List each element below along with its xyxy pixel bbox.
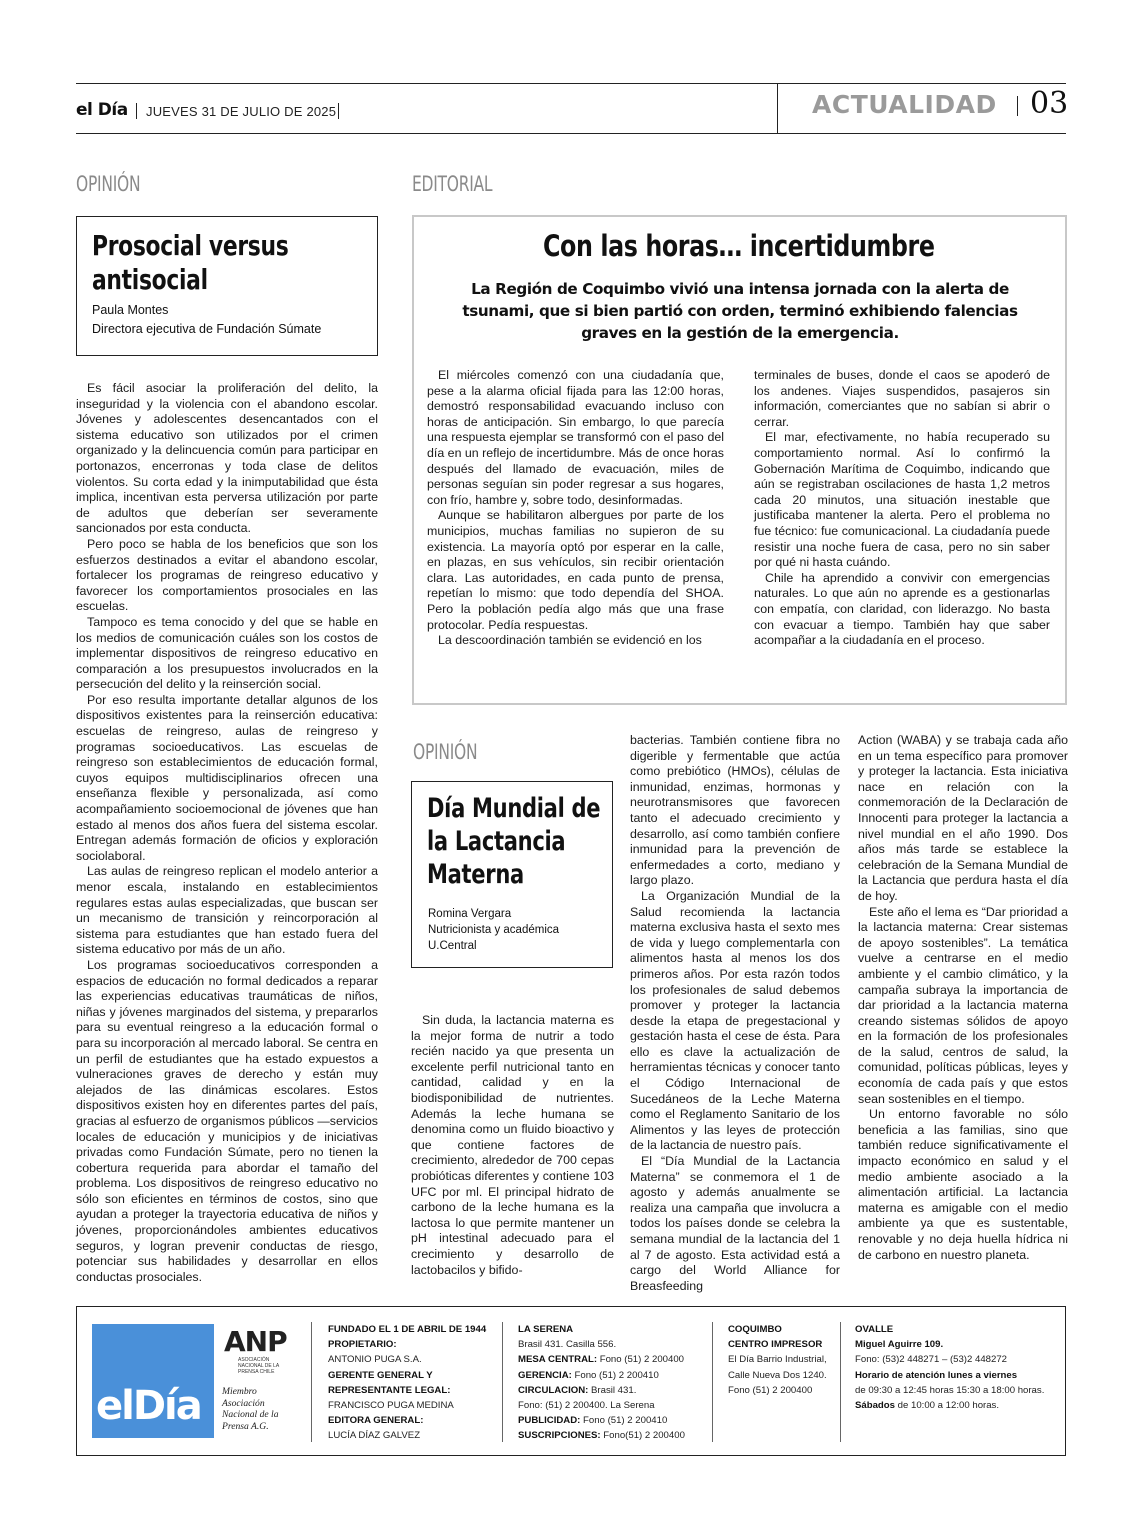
section-title: ACTUALIDAD xyxy=(812,90,997,119)
paragraph: El “Día Mundial de la Lactancia Materna” se conmemora el 1 de agosto y además anualmente se realiza una campaña que involucra a todos los países donde se celebra la semana mundial de la lactancia del 1 al 7 de agosto. Esta actividad está a cargo del World Alliance for Breasfeeding xyxy=(630,1154,840,1293)
footer-divider xyxy=(311,1322,312,1442)
paragraph: Chile ha aprendido a convivir con emergencias naturales. Lo que aún no aprende es a gestionarlas con empatía, con claridad, con liderazgo. No basta con evacuar a tiempo. También hay que saber acompañar a la ciudadanía en el proceso. xyxy=(754,570,1050,648)
serena-address: Brasil 431. Casilla 556. xyxy=(518,1339,617,1351)
page-number: 03 xyxy=(1030,86,1069,121)
footer-credits xyxy=(328,1322,503,1444)
opinion-byline xyxy=(428,906,608,954)
coquimbo-title: COQUIMBO xyxy=(728,1324,782,1335)
editorial-kicker: EDITORIAL xyxy=(412,172,493,196)
coquimbo-line: Fono (51) 2 200400 xyxy=(728,1384,813,1396)
circulacion-phone: Fono: (51) 2 200400. La Serena xyxy=(518,1400,655,1412)
paragraph: Los programas socioeducativos corresponden a espacios de educación no formal dedicados a reparar las experiencias educativas traumáticas de niños, niñas y jóvenes marginados del sistema, y prepararlos para su eventual reingreso a la educación formal o para su incorporación al mercado laboral. Se centra en un perfil de estudiantes que ha estado expuestos a vulneraciones graves de derecho y están muy alejados de las dinámicas escolares. Estos dispositivos existen hoy en diferentes partes del país, gracias al esfuerzo de organismos públicos —servicios locales de educación y municipios y de iniciativas privadas como Fundación Súmate, pero no tienen la cobertura requerida para abordar el tamaño del problema. Los dispositivos de reingreso educativo no sólo son eficientes en términos de costos, sino que ayudan a proteger la trayectoria educativa de niños y jóvenes, proporcionándoles ambientes educativos seguros, y logran prevenir conductas de riesgo, potenciar sus habilidades y desarrollar en ellos conductas prosociales. xyxy=(76,957,378,1284)
opinion-article-body xyxy=(76,381,378,1285)
ovalle-phone: Fono: (53)2 448271 – (53)2 448272 xyxy=(855,1354,1008,1366)
paragraph: Las aulas de reingreso replican el modelo anterior a menor escala, instalando en establecimientos regulares estas aulas especializadas, que buscan ser un mecanismo de transición y reincorporación al sistema para estudiantes que han estado fuera del sistema educativo por más de un año. xyxy=(76,864,378,957)
editorial-lead: La Región de Coquimbo vivió una intensa jornada con la alerta de tsunami, que si bien partió con orden, terminó exhibiendo falencias graves en la gestión de la emergencia. xyxy=(462,280,1018,342)
author-name: Romina Vergara xyxy=(428,908,512,920)
paragraph: La Organización Mundial de la Salud recomienda la lactancia materna exclusiva hasta el sexto mes de vida y luego complementarla con alimentos hasta al menos los dos primeros años. Por esta razón todos los profesionales de salud debemos promover y proteger la lactancia desde la etapa de pregestacional y gestación hasta el cese de ésta. Para ello es clave la actualización de herramientas técnicas y conocer tanto el Código Internacional de Sucedáneos de la Leche Materna como el Reglamento Sanitario de los Alimentos y las leyes de protección de la lactancia de nuestro país. xyxy=(630,888,840,1153)
opinion-column-2 xyxy=(630,733,840,1294)
paragraph: Aunque se habilitaron albergues por parte de los municipios, muchas familias no supieron de su existencia. La mayoría optó por esperar en la calle, en plazas, en sus vehículos, sin recibir orientación clara. Las autoridades, en cada punto de prensa, repetían lo mismo: que todo dependía del SHOA. Pero la población pedía algo más que una frase protocolar. Pedía respuestas. xyxy=(427,508,724,632)
anp-subtitle: ASOCIACIÓN NACIONAL DE LA PRENSA CHILE xyxy=(238,1357,279,1375)
paragraph: El miércoles comenzó con una ciudadanía que, pese a la alarma oficial fijada para las 12:00 horas, demostró responsabilidad evacuando incluso con horas de anticipación. Sin embargo, lo que parecía una respuesta ejemplar se transformó con el paso del día en un reflejo de incertidumbre. Más de once horas después del llamado de evacuación, miles de personas seguían sin poder regresar a sus hogares, con frío, hambre y, sobre todo, desinformadas. xyxy=(427,368,724,507)
editor: LUCÍA DÍAZ GALVEZ xyxy=(328,1430,421,1442)
ovalle-hours: de 09:30 a 12:45 horas 15:30 a 18:00 horas. xyxy=(855,1384,1045,1396)
suscripciones-phone: Fono(51) 2 200400 xyxy=(603,1430,685,1442)
manager-label: GERENTE GENERAL Y REPRESENTANTE LEGAL: xyxy=(328,1369,451,1396)
opinion-column-1 xyxy=(411,1013,614,1278)
paragraph: Pero poco se habla de los beneficios que son los esfuerzos destinados a evitar el abandono escolar, fortalecer los programas de reingreso educativo y favorecer los comportamientos prosociales en las escuelas. xyxy=(76,536,378,614)
publicidad-phone: Fono (51) 2 200410 xyxy=(583,1415,668,1427)
coquimbo-subtitle: CENTRO IMPRESOR xyxy=(728,1339,823,1351)
paragraph: La descoordinación también se evidenció en los xyxy=(438,633,702,648)
publicidad-label: PUBLICIDAD: xyxy=(518,1415,581,1427)
paragraph: Es fácil asociar la proliferación del delito, la inseguridad y la violencia con el abandono escolar. Jóvenes y adolescentes desencantados con el sistema educativo son utilizados por el crimen organizado y la delincuencia común para participar en portonazos, encerronas y toda clase de delitos violentos. Su corta edad y la inimputabilidad que ésta implica, incentivan esta perversa utilización por parte de adultos que deberían ser severamente sancionados por esta conducta. xyxy=(76,381,378,536)
anp-member-note: Miembro Asociación Nacional de la Prensa A.G. xyxy=(222,1386,279,1432)
ovalle-saturday-hours: de 10:00 a 12:00 horas. xyxy=(897,1400,1000,1412)
header-date: JUEVES 31 DE JULIO DE 2025 xyxy=(146,104,337,119)
ovalle-address: Miguel Aguirre 109. xyxy=(855,1339,944,1351)
editorial-column-2 xyxy=(754,368,1050,649)
footer-la-serena xyxy=(518,1322,708,1444)
central-phone: Fono (51) 2 200400 xyxy=(599,1354,685,1366)
footer-divider xyxy=(502,1322,503,1442)
manager: FRANCISCO PUGA MEDINA xyxy=(328,1400,454,1412)
footer-ovalle xyxy=(855,1322,1060,1413)
founded: FUNDADO EL 1 DE ABRIL DE 1944 xyxy=(328,1324,487,1335)
footer-divider xyxy=(840,1322,841,1442)
gerencia-phone: Fono (51) 2 200410 xyxy=(574,1369,659,1381)
opinion-kicker: OPINIÓN xyxy=(76,172,141,196)
editorial-title-wrap xyxy=(414,229,1064,263)
header-logo: el Día xyxy=(76,100,128,120)
suscripciones-label: SUSCRIPCIONES: xyxy=(518,1430,601,1442)
author-role: Directora ejecutiva de Fundación Súmate xyxy=(92,322,322,336)
gerencia-label: GERENCIA: xyxy=(518,1369,572,1381)
paragraph: Este año el lema es “Dar prioridad a la lactancia materna: Crear sistemas de apoyo sostenibles”. La temática vuelve a centrarse en el medio ambiente y el cambio climático, y la campaña subraya la importancia de dar prioridad a la lactancia materna creando sistemas sólidos de apoyo en la formación de los profesionales de la salud, centros de salud, la comunidad, políticas públicas, leyes y economía de cada país y que estos sean sostenibles en el tiempo. xyxy=(858,904,1068,1106)
header-divider xyxy=(136,103,137,119)
header-section-divider xyxy=(777,83,778,134)
paragraph: El mar, efectivamente, no había recuperado su comportamiento normal. Así lo confirmó la Gobernación Marítima de Coquimbo, indicando que aún se registraban oscilaciones de hasta 1,2 metros cada 20 minutos, una situación inestable que justificaba mantener la alerta. Pero el problema no fue técnico: fue comunicacional. La ciudadanía puede resistir una noche fuera de casa, pero no sin saber por qué ni hasta cuándo. xyxy=(754,430,1050,570)
serena-title: LA SERENA xyxy=(518,1324,574,1335)
editorial-title: Con las horas… incertidumbre xyxy=(543,229,935,263)
newspaper-logo xyxy=(92,1324,214,1438)
paragraph: Tampoco es tema conocido y del que se hable en los medios de comunicación cuáles son los costos de implementar dispositivos de reingreso educativo en comparación a los presupuestos involucrados en la persecución del delito y la reinserción social. xyxy=(76,614,378,692)
opinion-column-3 xyxy=(858,733,1068,1263)
header-divider xyxy=(1017,96,1018,116)
owner: ANTONIO PUGA S.A. xyxy=(328,1354,422,1366)
footer-coquimbo xyxy=(728,1322,840,1398)
editor-label: EDITORA GENERAL: xyxy=(328,1415,424,1427)
paragraph: Action (WABA) y se trabaja cada año en un tema específico para promover y proteger la lactancia. Esta iniciativa nace en relación con la conmemoración de la Declaración de Innocenti para proteger la lactancia a nivel mundial en el año 1990. Dos años más tarde se establece la celebración de la Semana Mundial de la Lactancia que perdura hasta el día de hoy. xyxy=(858,733,1068,903)
central-label: MESA CENTRAL: xyxy=(518,1354,598,1366)
coquimbo-line: El Día Barrio Industrial, xyxy=(728,1354,827,1366)
paragraph: Por eso resulta importante detallar algunos de los dispositivos existentes para la reinserción educativa: escuelas de reingreso, aulas de reingreso y programas socioeducativos. Las escuelas de reingreso son establecimientos de educación formal, cuyos equipos multidisciplinarios ofrecen una enseñanza flexible y personalizada, así como acompañamiento socioemocional de jóvenes que han estado al menos dos años fuera del sistema escolar. Entregan además formación de oficios y exploración sociolaboral. xyxy=(76,692,378,863)
author-role: Nutricionista y académica U.Central xyxy=(428,924,560,952)
footer-divider xyxy=(712,1322,713,1442)
paragraph: terminales de buses, donde el caos se apoderó de los andenes. Viajes suspendidos, pasajeros sin información, comerciantes que no sabían si abrir o cerrar. xyxy=(754,368,1050,429)
opinion-title: Día Mundial de la Lactancia Materna xyxy=(427,793,601,890)
ovalle-saturday-label: Sábados xyxy=(855,1400,895,1412)
paragraph: bacterias. También contiene fibra no digerible y fermentable que actúa como prebiótico (HMOs), células de inmunidad, enzimas, hormonas y neurotransmisores que favorecen tanto el adecuado crecimiento y desarrollo, así como también confiere inmunidad para la prevención de enfermedades a corto, mediano y largo plazo. xyxy=(630,733,840,888)
header-bottom-rule xyxy=(76,133,1066,134)
ovalle-title: OVALLE xyxy=(855,1324,894,1335)
owner-label: PROPIETARIO: xyxy=(328,1339,397,1351)
logo-text: elDía xyxy=(96,1383,201,1429)
coquimbo-line: Calle Nueva Dos 1240. xyxy=(728,1369,827,1381)
ovalle-hours-label: Horario de atención lunes a viernes xyxy=(855,1369,1018,1381)
opinion-kicker: OPINIÓN xyxy=(413,740,478,764)
header-top-rule xyxy=(76,83,1066,84)
opinion-title: Prosocial versus antisocial xyxy=(92,229,289,296)
circulacion-address: Brasil 431. xyxy=(591,1384,637,1396)
paragraph: Sin duda, la lactancia materna es la mejor forma de nutrir a todo recién nacido ya que presenta un excelente perfil nutricional tanto en cantidad, calidad y en la biodisponibilidad de nutrientes. Además la leche humana se denomina como un fluido bioactivo y que contiene factores de crecimiento, alrededor de 700 cepas probióticas diferentes y contiene 103 UFC por ml. El principal hidrato de carbono de la leche humana es la lactosa lo que permite mantener un pH intestinal adecuado para el crecimiento y desarrollo de lactobacilos y bifido- xyxy=(411,1013,614,1277)
circulacion-label: CIRCULACION: xyxy=(518,1384,589,1396)
anp-logo: ANP xyxy=(224,1325,287,1358)
header-divider xyxy=(338,103,339,119)
opinion-byline xyxy=(92,301,372,339)
paragraph: Un entorno favorable no sólo beneficia a las familias, sino que también reduce significativamente el impacto económico en salud y el medio ambiente asociado a la alimentación artificial. La lactancia materna es amigable con el medio ambiente ya que es sustentable, renovable y no deja huella hídrica ni de carbono en nuestro planeta. xyxy=(858,1107,1068,1262)
editorial-column-1 xyxy=(427,368,724,649)
author-name: Paula Montes xyxy=(92,303,169,317)
